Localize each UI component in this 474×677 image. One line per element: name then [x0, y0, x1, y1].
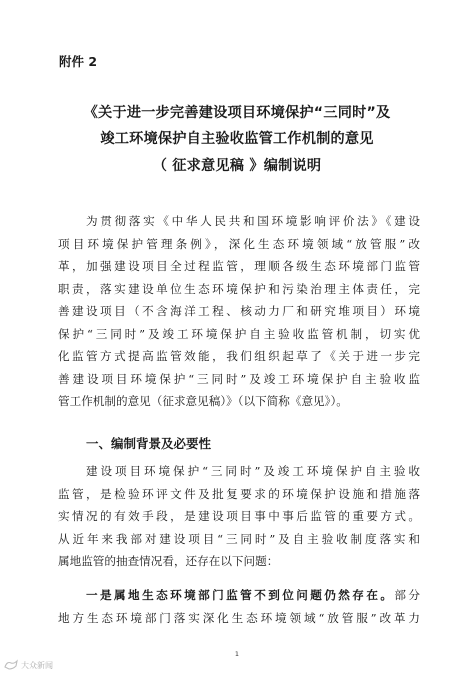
paragraph-line: 革，加强建设项目全过程监管，理顺各级生态环境部门监管 — [58, 259, 420, 273]
paragraph-line — [58, 584, 420, 607]
paragraph-line: 管工作机制的意见（征求意见稿）》（以下简称《意见》）。 — [58, 394, 348, 408]
point-paragraph — [58, 584, 420, 629]
paragraph-line: 地方生态环境部门落实深化生态环境领域“放管服”改革力 — [58, 610, 420, 625]
paragraph-line: 项目环境保护管理条例》，深化生态环境领域“放管服”改 — [58, 236, 420, 251]
paragraph-line: 保护“三同时”及竣工环境保护自主验收监管机制，切实优 — [58, 326, 420, 341]
page-number: 1 — [234, 650, 240, 658]
paragraph-line: 为贯彻落实《中华人民共和国环境影响评价法》《建设 — [86, 214, 420, 228]
point-lead: 一是属地生态环境部门监管不到位问题仍然存在。 — [86, 588, 395, 602]
section-heading: 一、编制背景及必要性 — [86, 436, 212, 451]
point-lead-rest: 部分 — [394, 588, 420, 602]
paragraph-line: 监管，是检验环评文件及批复要求的环境保护设施和措施落 — [58, 486, 420, 501]
section-paragraph — [58, 460, 420, 573]
paragraph-line: 建设项目环境保护“三同时”及竣工环境保护自主验收 — [86, 464, 420, 478]
paragraph-line: 职责，落实建设单位生态环境保护和污染治理主体责任，完 — [58, 281, 420, 296]
paragraph-line: 化监管方式提高监管效能，我们组织起草了《关于进一步完 — [58, 349, 420, 363]
watermark-text: 大众新闻 — [21, 660, 53, 670]
attachment-label: 附件 2 — [59, 54, 98, 69]
hand-logo-icon — [4, 659, 18, 671]
document-title-line-2: 竣工环境保护自主验收监管工作机制的意见 — [100, 131, 374, 147]
paragraph-line: 实情况的有效手段，是建设项目事中事后监管的重要方式。 — [58, 509, 420, 523]
watermark — [4, 658, 53, 672]
intro-paragraph — [58, 210, 420, 413]
document-title-line-1: 《关于进一步完善建设项目环境保护“三同时”及 — [83, 105, 391, 121]
document-title-line-3: （ 征求意见稿 》编制说明 — [152, 158, 322, 174]
paragraph-line: 善建设项目（不含海洋工程、核动力厂和研究堆项目）环境 — [58, 304, 420, 318]
paragraph-line: 从近年来我部对建设项目“三同时”及自主验收制度落实和 — [58, 531, 420, 546]
paragraph-line: 属地监管的抽查情况看，还存在以下问题： — [58, 554, 279, 568]
paragraph-line: 善建设项目环境保护“三同时”及竣工环境保护自主验收监 — [58, 371, 420, 386]
